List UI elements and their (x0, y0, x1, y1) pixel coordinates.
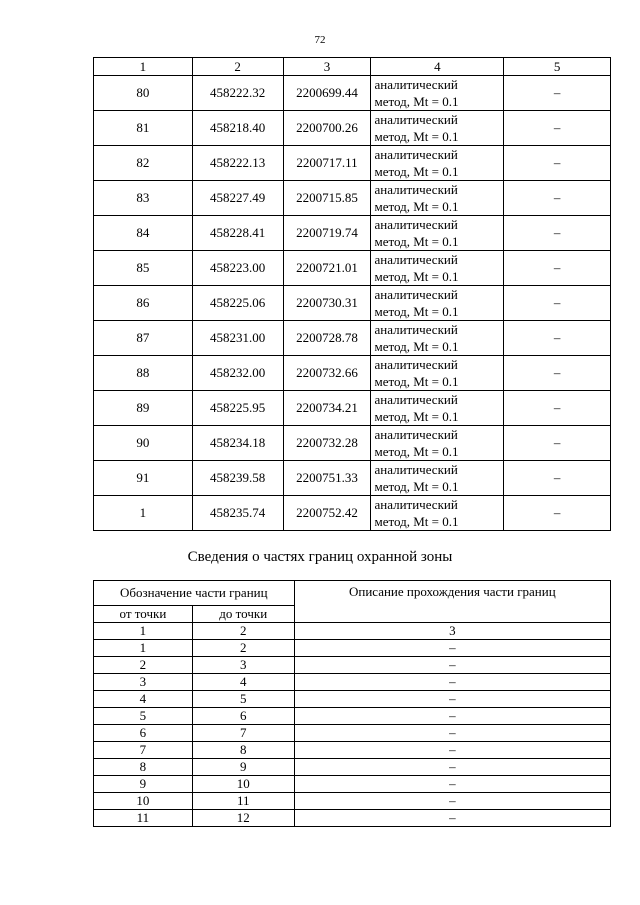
point-number: 81 (94, 111, 193, 146)
to-point: 10 (192, 776, 294, 793)
method-line-1: аналитический (374, 252, 458, 267)
y-coordinate: 2200699.44 (283, 76, 371, 111)
from-point: 4 (94, 691, 193, 708)
y-coordinate: 2200715.85 (283, 181, 371, 216)
column-number-4: 4 (371, 58, 504, 76)
from-point: 5 (94, 708, 193, 725)
note-cell: – (504, 251, 611, 286)
point-number: 83 (94, 181, 193, 216)
method-line-2: метод, Mt = 0.1 (374, 339, 459, 354)
point-number: 85 (94, 251, 193, 286)
from-point: 10 (94, 793, 193, 810)
from-point: 3 (94, 674, 193, 691)
table-row (94, 426, 611, 461)
method-line-1: аналитический (374, 77, 458, 92)
coordinates-header-row (94, 58, 611, 76)
x-coordinate: 458228.41 (192, 216, 283, 251)
from-point: 8 (94, 759, 193, 776)
method-line-2: метод, Mt = 0.1 (374, 94, 459, 109)
method-line-1: аналитический (374, 322, 458, 337)
description: – (294, 810, 610, 827)
from-point: 9 (94, 776, 193, 793)
to-point: 6 (192, 708, 294, 725)
x-coordinate: 458222.32 (192, 76, 283, 111)
description: – (294, 640, 610, 657)
table-row (94, 251, 611, 286)
table-row (94, 286, 611, 321)
method-line-1: аналитический (374, 182, 458, 197)
to-point: 9 (192, 759, 294, 776)
from-point-header: от точки (94, 606, 193, 623)
to-point: 11 (192, 793, 294, 810)
method-cell (371, 216, 504, 251)
note-cell: – (504, 321, 611, 356)
boundary-part-designation-header: Обозначение части границ (94, 581, 295, 606)
y-coordinate: 2200730.31 (283, 286, 371, 321)
page-number: 72 (314, 34, 326, 46)
y-coordinate: 2200732.28 (283, 426, 371, 461)
method-line-1: аналитический (374, 427, 458, 442)
x-coordinate: 458222.13 (192, 146, 283, 181)
y-coordinate: 2200719.74 (283, 216, 371, 251)
note-cell: – (504, 391, 611, 426)
method-line-1: аналитический (374, 392, 458, 407)
x-coordinate: 458218.40 (192, 111, 283, 146)
method-cell (371, 146, 504, 181)
note-cell: – (504, 111, 611, 146)
x-coordinate: 458227.49 (192, 181, 283, 216)
boundary-parts-table (93, 580, 611, 827)
table-row (94, 691, 611, 708)
method-line-2: метод, Mt = 0.1 (374, 374, 459, 389)
method-cell (371, 496, 504, 531)
description: – (294, 742, 610, 759)
description: – (294, 657, 610, 674)
column-number-2: 2 (192, 623, 294, 640)
point-number: 84 (94, 216, 193, 251)
column-number-1: 1 (94, 58, 193, 76)
table-row (94, 674, 611, 691)
method-cell (371, 321, 504, 356)
y-coordinate: 2200734.21 (283, 391, 371, 426)
method-line-1: аналитический (374, 217, 458, 232)
note-cell: – (504, 426, 611, 461)
table-row (94, 725, 611, 742)
table-row (94, 76, 611, 111)
description: – (294, 776, 610, 793)
point-number: 87 (94, 321, 193, 356)
from-point: 11 (94, 810, 193, 827)
x-coordinate: 458234.18 (192, 426, 283, 461)
table-row (94, 759, 611, 776)
y-coordinate: 2200751.33 (283, 461, 371, 496)
method-line-2: метод, Mt = 0.1 (374, 234, 459, 249)
x-coordinate: 458231.00 (192, 321, 283, 356)
method-line-2: метод, Mt = 0.1 (374, 199, 459, 214)
table-row (94, 216, 611, 251)
method-cell (371, 461, 504, 496)
column-number-3: 3 (283, 58, 371, 76)
method-line-2: метод, Mt = 0.1 (374, 409, 459, 424)
point-number: 91 (94, 461, 193, 496)
to-point: 3 (192, 657, 294, 674)
table-row (94, 708, 611, 725)
description: – (294, 674, 610, 691)
column-number-1: 1 (94, 623, 193, 640)
from-point: 2 (94, 657, 193, 674)
method-cell (371, 181, 504, 216)
point-number: 1 (94, 496, 193, 531)
description: – (294, 759, 610, 776)
method-line-2: метод, Mt = 0.1 (374, 164, 459, 179)
method-line-1: аналитический (374, 357, 458, 372)
method-cell (371, 426, 504, 461)
to-point: 2 (192, 640, 294, 657)
note-cell: – (504, 181, 611, 216)
parts-numbering-row (94, 623, 611, 640)
from-point: 6 (94, 725, 193, 742)
point-number: 86 (94, 286, 193, 321)
table-row (94, 640, 611, 657)
coordinates-table (93, 57, 611, 531)
table-row (94, 810, 611, 827)
table-row (94, 776, 611, 793)
note-cell: – (504, 76, 611, 111)
table-row (94, 146, 611, 181)
method-cell (371, 356, 504, 391)
method-line-1: аналитический (374, 147, 458, 162)
table-row (94, 496, 611, 531)
to-point: 7 (192, 725, 294, 742)
method-line-2: метод, Mt = 0.1 (374, 479, 459, 494)
table-row (94, 391, 611, 426)
method-line-1: аналитический (374, 497, 458, 512)
note-cell: – (504, 216, 611, 251)
description: – (294, 725, 610, 742)
method-line-1: аналитический (374, 287, 458, 302)
note-cell: – (504, 286, 611, 321)
table-row (94, 181, 611, 216)
table-row (94, 356, 611, 391)
section-title: Сведения о частях границ охранной зоны (187, 549, 453, 565)
point-number: 89 (94, 391, 193, 426)
method-cell (371, 391, 504, 426)
x-coordinate: 458225.06 (192, 286, 283, 321)
method-cell (371, 111, 504, 146)
table-row (94, 742, 611, 759)
method-line-2: метод, Mt = 0.1 (374, 269, 459, 284)
from-point: 7 (94, 742, 193, 759)
y-coordinate: 2200721.01 (283, 251, 371, 286)
point-number: 80 (94, 76, 193, 111)
x-coordinate: 458232.00 (192, 356, 283, 391)
method-line-2: метод, Mt = 0.1 (374, 129, 459, 144)
x-coordinate: 458239.58 (192, 461, 283, 496)
table-row (94, 111, 611, 146)
point-number: 90 (94, 426, 193, 461)
to-point: 12 (192, 810, 294, 827)
note-cell: – (504, 496, 611, 531)
method-line-1: аналитический (374, 112, 458, 127)
parts-header-row (94, 581, 611, 606)
to-point: 5 (192, 691, 294, 708)
note-cell: – (504, 461, 611, 496)
note-cell: – (504, 146, 611, 181)
method-line-1: аналитический (374, 462, 458, 477)
method-cell (371, 251, 504, 286)
column-number-2: 2 (192, 58, 283, 76)
x-coordinate: 458225.95 (192, 391, 283, 426)
note-cell: – (504, 356, 611, 391)
y-coordinate: 2200752.42 (283, 496, 371, 531)
point-number: 82 (94, 146, 193, 181)
to-point-header: до точки (192, 606, 294, 623)
column-number-3: 3 (294, 623, 610, 640)
method-line-2: метод, Mt = 0.1 (374, 444, 459, 459)
method-cell (371, 286, 504, 321)
table-row (94, 793, 611, 810)
point-number: 88 (94, 356, 193, 391)
column-number-5: 5 (504, 58, 611, 76)
description: – (294, 793, 610, 810)
method-cell (371, 76, 504, 111)
y-coordinate: 2200732.66 (283, 356, 371, 391)
to-point: 8 (192, 742, 294, 759)
to-point: 4 (192, 674, 294, 691)
y-coordinate: 2200700.26 (283, 111, 371, 146)
y-coordinate: 2200728.78 (283, 321, 371, 356)
table-row (94, 321, 611, 356)
y-coordinate: 2200717.11 (283, 146, 371, 181)
table-row (94, 461, 611, 496)
boundary-description-header: Описание прохождения части границ (294, 581, 610, 623)
method-line-2: метод, Mt = 0.1 (374, 514, 459, 529)
method-line-2: метод, Mt = 0.1 (374, 304, 459, 319)
from-point: 1 (94, 640, 193, 657)
x-coordinate: 458223.00 (192, 251, 283, 286)
description: – (294, 691, 610, 708)
x-coordinate: 458235.74 (192, 496, 283, 531)
description: – (294, 708, 610, 725)
table-row (94, 657, 611, 674)
